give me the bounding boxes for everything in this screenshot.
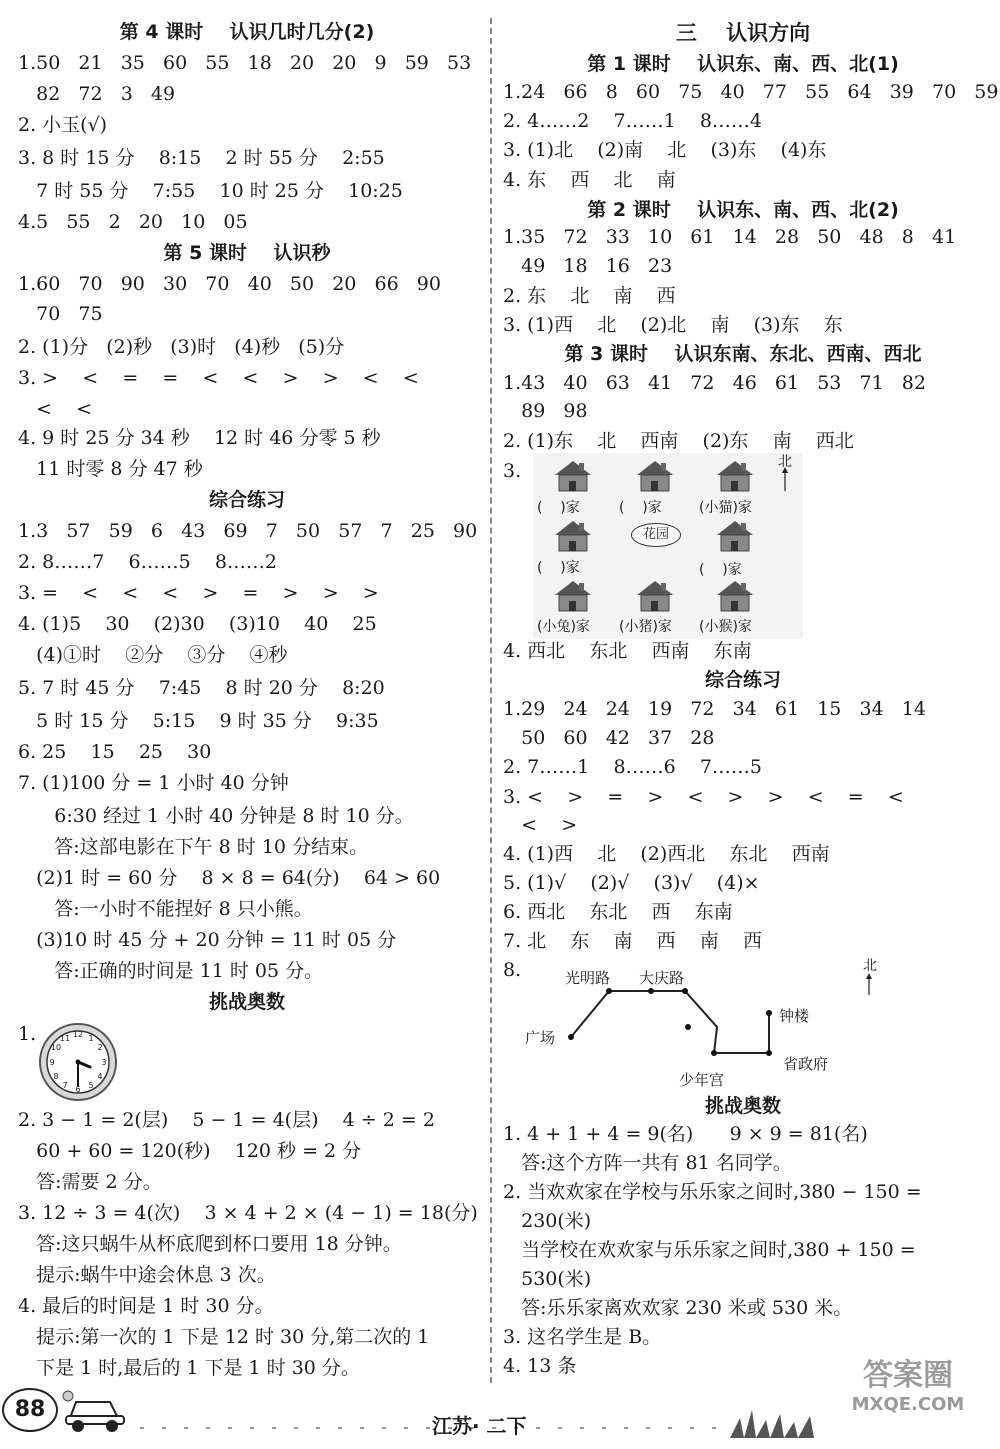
houses-drawing [533, 453, 803, 639]
answer-line: 4. 9 时 25 分 34 秒 12 时 46 分零 5 秒 [18, 427, 381, 449]
garden-label: 花园 [631, 523, 681, 547]
answer-line: 答:正确的时间是 11 时 05 分。 [18, 960, 324, 982]
answer-line: 提示:第一次的 1 下是 12 时 30 分,第二次的 1 [18, 1326, 430, 1348]
answer-line: 3. [503, 460, 522, 482]
answer-line: 2. 东 北 南 西 [503, 285, 676, 307]
route-map [503, 955, 983, 1095]
answer-line: 8. [503, 959, 522, 981]
north-label: 北 [778, 454, 792, 470]
svg-text:9: 9 [49, 1058, 55, 1067]
answer-line: 7. (1)100 分 = 1 小时 40 分钟 [18, 772, 289, 794]
direction-figure [533, 453, 803, 639]
answer-line: (4)①时 ②分 ③分 ④秒 [18, 644, 288, 666]
place-label: 大庆路 [639, 969, 685, 987]
answer-line: 5. (1)√ (2)√ (3)√ (4)× [503, 872, 760, 894]
house-label: ( )家 [537, 560, 580, 576]
answer-line: 2. 3 − 1 = 2(层) 5 − 1 = 4(层) 4 ÷ 2 = 2 [18, 1109, 435, 1131]
answer-line: 4. 最后的时间是 1 时 30 分。 [18, 1295, 274, 1317]
answer-line: 530(米) [503, 1268, 592, 1290]
grass-icon [730, 1398, 820, 1438]
north-label: 北 [863, 958, 877, 974]
answer-line: 1.29 24 24 19 72 34 61 15 34 14 [503, 698, 926, 720]
answer-line: 4. 东 西 北 南 [503, 169, 676, 191]
answer-line: (3)10 时 45 分 + 20 分钟 = 11 时 05 分 [18, 929, 397, 951]
answer-line: 2. 当欢欢家在学校与乐乐家之间时,380 − 150 = [503, 1181, 922, 1203]
answer-line: 5. 7 时 45 分 7:45 8 时 20 分 8:20 [18, 677, 385, 699]
lesson-5-title: 第 5 课时 认识秒 [163, 242, 331, 264]
answer-line: 50 60 42 37 28 [503, 727, 715, 749]
answer-line: 1.3 57 59 6 43 69 7 50 57 7 25 90 [18, 520, 478, 542]
car-icon [58, 1388, 134, 1434]
svg-text:7: 7 [62, 1081, 68, 1090]
column-divider [490, 18, 492, 1383]
answer-line: < < [18, 398, 93, 420]
answer-line: 3. (1)北 (2)南 北 (3)东 (4)东 [503, 139, 827, 161]
edition-label: 江苏· 二下 [432, 1414, 527, 1438]
answer-line: 提示:蜗牛中途会休息 3 次。 [18, 1264, 276, 1286]
answer-line: 1. [18, 1023, 37, 1045]
challenge-title: 挑战奥数 [208, 991, 285, 1013]
svg-text:12: 12 [72, 1030, 84, 1039]
place-label: 省政府 [783, 1055, 829, 1073]
svg-text:10: 10 [50, 1043, 62, 1052]
answer-line: 答:这只蜗牛从杯底爬到杯口要用 18 分钟。 [18, 1233, 402, 1255]
answer-line: 6:30 经过 1 小时 40 分钟是 8 时 10 分。 [18, 805, 414, 827]
answer-line: 1. 4 + 1 + 4 = 9(名) 9 × 9 = 81(名) [503, 1123, 868, 1145]
svg-text:1: 1 [88, 1034, 94, 1043]
answer-line: 答:一小时不能捏好 8 只小熊。 [18, 898, 313, 920]
answer-line: 3. (1)西 北 (2)北 南 (3)东 东 [503, 314, 843, 336]
svg-text:5: 5 [88, 1081, 94, 1090]
answer-line: 2. 7……1 8……6 7……5 [503, 756, 763, 778]
place-label: 光明路 [565, 969, 611, 987]
house-label: (小猫)家 [699, 500, 752, 516]
house-label: ( )家 [537, 500, 580, 516]
answer-line: 6. 西北 东北 西 东南 [503, 901, 733, 923]
unit-title: 三 认识方向 [675, 21, 811, 45]
answer-line: 3. = < < < > = > > > [18, 582, 379, 604]
svg-text:3: 3 [101, 1058, 107, 1067]
place-label: 少年宫 [679, 1071, 725, 1089]
answer-line: 答:需要 2 分。 [18, 1171, 162, 1193]
svg-text:6: 6 [75, 1085, 81, 1094]
answer-line: < > [503, 814, 578, 836]
review-title: 综合练习 [208, 489, 285, 511]
svg-text:4: 4 [97, 1072, 103, 1081]
answer-line: 60 + 60 = 120(秒) 120 秒 = 2 分 [18, 1140, 362, 1162]
svg-text:8: 8 [53, 1072, 59, 1081]
answer-line: 答:这部电影在下午 8 时 10 分结束。 [18, 836, 369, 858]
house-label: (小猴)家 [699, 619, 752, 635]
watermark-logo: 答案圈 [863, 1358, 953, 1393]
place-label: 钟楼 [779, 1007, 810, 1025]
answer-line: 5 时 15 分 5:15 9 时 35 分 9:35 [18, 710, 379, 732]
place-label: 广场 [525, 1029, 556, 1047]
answer-line: 1.43 40 63 41 72 46 61 53 71 82 [503, 372, 926, 394]
house-label: (小兔)家 [537, 619, 590, 635]
answer-line: 230(米) [503, 1210, 592, 1232]
house-label: ( )家 [619, 500, 662, 516]
answer-line: 4. 13 条 [503, 1355, 577, 1377]
lesson-2-title: 第 2 课时 认识东、南、西、北(2) [587, 199, 899, 221]
answer-line: 3. 这名学生是 B。 [503, 1326, 662, 1348]
answer-line: 49 18 16 23 [503, 255, 673, 277]
lesson-3-title: 第 3 课时 认识东南、东北、西南、西北 [564, 343, 922, 365]
answer-line: 70 75 [18, 303, 103, 325]
answer-line: 3. 12 ÷ 3 = 4(次) 3 × 4 + 2 × (4 − 1) = 18(分) [18, 1202, 478, 1224]
answer-line: 4.5 55 2 20 10 05 [18, 211, 248, 233]
answer-line: 2. 小玉(√) [18, 114, 108, 136]
answer-line: 1.24 66 8 60 75 40 77 55 64 39 70 59 [503, 81, 999, 103]
answer-line: 7. 北 东 南 西 南 西 [503, 930, 762, 952]
answer-line: 答:乐乐家离欢欢家 230 米或 530 米。 [503, 1297, 853, 1319]
house-label: ( )家 [699, 562, 742, 578]
answer-line: 3. < > = > < > > < = < [503, 786, 904, 808]
answer-line: 89 98 [503, 400, 588, 422]
footer-decor-line [140, 1418, 720, 1438]
answer-line: 7 时 55 分 7:55 10 时 25 分 10:25 [18, 180, 403, 202]
answer-line: 4. 西北 东北 西南 东南 [503, 640, 752, 662]
answer-line: (2)1 时 = 60 分 8 × 8 = 64(分) 64 > 60 [18, 867, 441, 889]
answer-line: 当学校在欢欢家与乐乐家之间时,380 + 150 = [503, 1239, 916, 1261]
house-label: (小猪)家 [619, 619, 672, 635]
answer-line: 2. 4……2 7……1 8……4 [503, 110, 763, 132]
lesson-1-title: 第 1 课时 认识东、南、西、北(1) [587, 53, 899, 75]
watermark-site: MXQE.COM [851, 1394, 965, 1415]
answer-line: 4. (1)西 北 (2)西北 东北 西南 [503, 843, 830, 865]
svg-text:2: 2 [97, 1043, 103, 1052]
review-title: 综合练习 [704, 669, 781, 691]
answer-line: 3. > < = = < < > > < < [18, 367, 419, 389]
answer-line: 3. 8 时 15 分 8:15 2 时 55 分 2:55 [18, 147, 385, 169]
answer-line: 4. (1)5 30 (2)30 (3)10 40 25 [18, 613, 377, 635]
answer-line: 下是 1 时,最后的 1 下是 1 时 30 分。 [18, 1357, 360, 1379]
answer-line: 11 时零 8 分 47 秒 [18, 458, 203, 480]
answer-line: 2. (1)分 (2)秒 (3)时 (4)秒 (5)分 [18, 336, 345, 358]
answer-line: 2. 8……7 6……5 8……2 [18, 551, 278, 573]
answer-line: 82 72 3 49 [18, 83, 176, 105]
page-number: 88 [2, 1388, 58, 1432]
answer-line: 答:这个方阵一共有 81 名同学。 [503, 1152, 792, 1174]
clock-figure [38, 1022, 118, 1102]
answer-line: 6. 25 15 25 30 [18, 741, 212, 763]
answer-line: 1.35 72 33 10 61 14 28 50 48 8 41 [503, 226, 957, 248]
challenge-title: 挑战奥数 [704, 1095, 781, 1117]
answer-line: 1.60 70 90 30 70 40 50 20 66 90 [18, 273, 441, 295]
answer-line: 2. (1)东 北 西南 (2)东 南 西北 [503, 430, 854, 452]
svg-text:11: 11 [59, 1034, 71, 1043]
answer-line: 1.50 21 35 60 55 18 20 20 9 59 53 [18, 52, 472, 74]
lesson-4-title: 第 4 课时 认识几时几分(2) [119, 21, 375, 43]
